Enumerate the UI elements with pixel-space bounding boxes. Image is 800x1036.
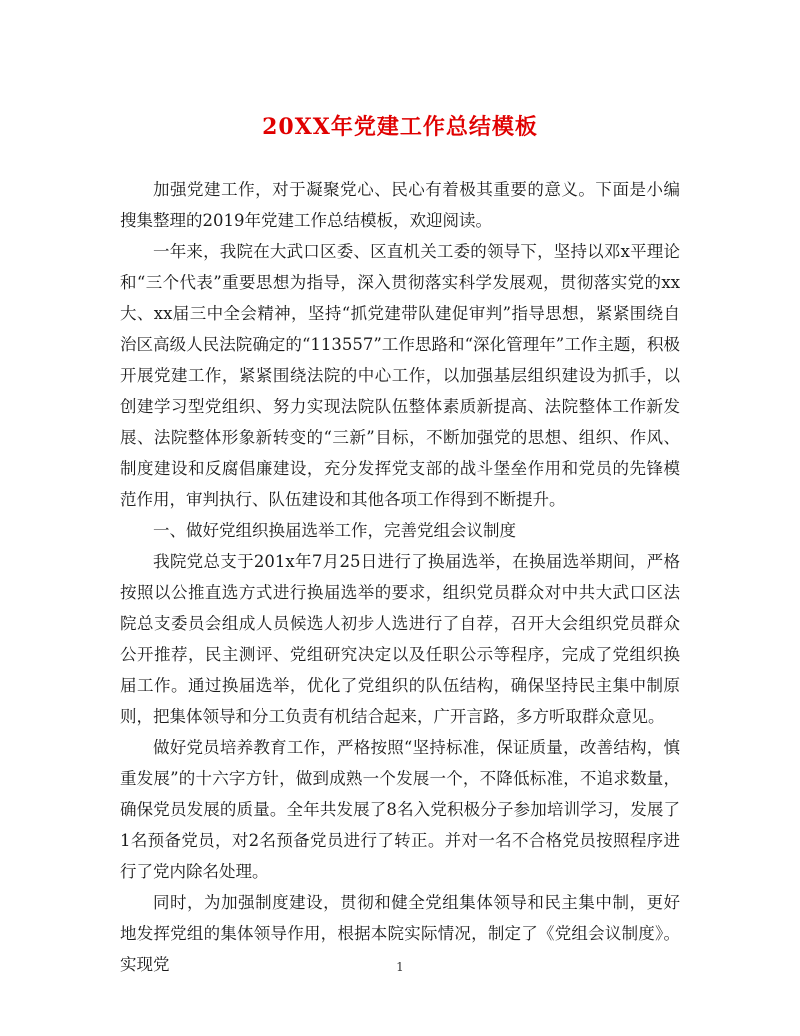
paragraph-overview: 一年来，我院在大武口区委、区直机关工委的领导下，坚持以邓x平理论和“三个代表”重要思想为指导，深入贯彻落实科学发展观，贯彻落实党的xx大、xx届三中全会精神，坚持“抓党建带队建促审判”指导思想，紧紧围绕自治区高级人民法院确定的“113557”工作思路和“深化管理年”工作主题，积极开展党建工作，紧紧围绕法院的中心工作，以加强基层组织建设为抓手，以创建学习型党组织、努力实现法院队伍整体素质新提高、法院整体工作新发展、法院整体形象新转变的“三新”目标，不断加强党的思想、组织、作风、制度建设和反腐倡廉建设，充分发挥党支部的战斗堡垒作用和党员的先锋模范作用，审判执行、队伍建设和其他各项工作得到不断提升。: [120, 242, 680, 509]
section-heading-1: 一、做好党组织换届选举工作，完善党组会议制度: [153, 521, 516, 540]
page-title: 20XX年党建工作总结模板: [262, 114, 538, 140]
paragraph-election: 我院党总支于201x年7月25日进行了换届选举，在换届选举期间，严格按照以公推直选方式进行换届选举的要求，组织党员群众对中共大武口区法院总支委员会组成人员候选人初步人选进行了自荐，召开大会组织党员群众公开推荐，民主测评、党组研究决定以及任职公示等程序，完成了党组织换届工作。通过换届选举，优化了党组织的队伍结构，确保坚持民主集中制原则，把集体领导和分工负责有机结合起来，广开言路，多方听取群众意见。: [120, 552, 680, 726]
page-number: 1: [396, 960, 404, 974]
paragraph-system-building: 同时，为加强制度建设，贯彻和健全党组集体领导和民主集中制，更好地发挥党组的集体领导作用，根据本院实际情况，制定了《党组会议制度》。实现党: [120, 893, 680, 974]
paragraph-intro: 加强党建工作，对于凝聚党心、民心有着极其重要的意义。下面是小编搜集整理的2019年党建工作总结模板，欢迎阅读。: [120, 180, 680, 230]
paragraph-member-training: 做好党员培养教育工作，严格按照“坚持标准，保证质量，改善结构，慎重发展”的十六字方针，做到成熟一个发展一个，不降低标准，不追求数量，确保党员发展的质量。全年共发展了8名入党积极分子参加培训学习，发展了1名预备党员，对2名预备党员进行了转正。并对一名不合格党员按照程序进行了党内除名处理。: [120, 738, 680, 881]
document-body: [120, 174, 680, 980]
